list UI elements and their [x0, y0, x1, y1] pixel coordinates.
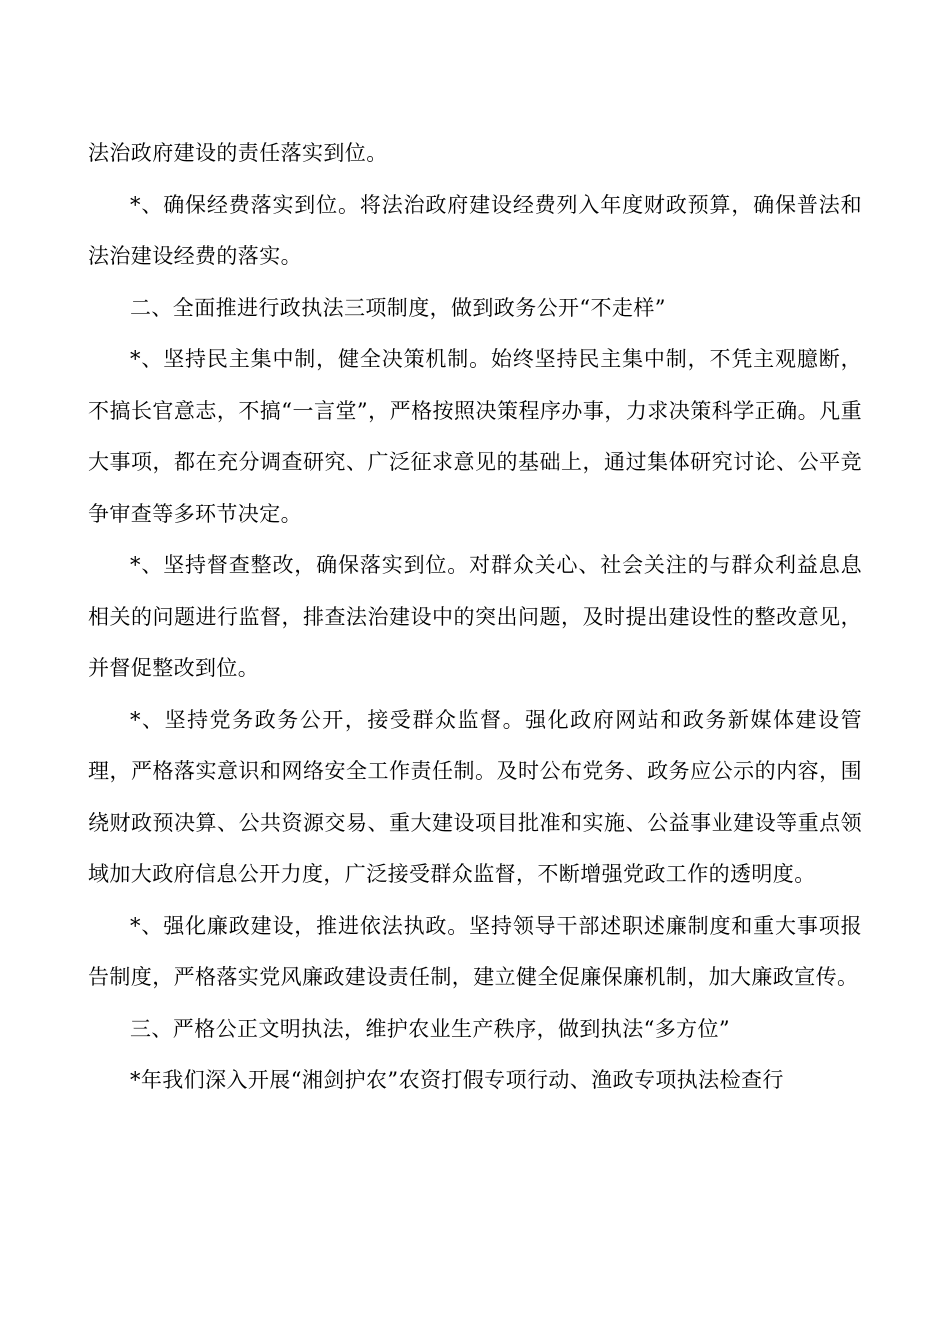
paragraph-integrity: *、强化廉政建设，推进依法执政。坚持领导干部述职述廉制度和重大事项报告制度，严格落实党风廉政建设责任制，建立健全促廉保廉机制，加大廉政宣传。	[88, 913, 862, 989]
document-body	[88, 128, 862, 1107]
paragraph-funding: *、确保经费落实到位。将法治政府建设经费列入年度财政预算，确保普法和法治建设经费的落实。	[88, 192, 862, 268]
paragraph-openness: *、坚持党务政务公开，接受群众监督。强化政府网站和政务新媒体建设管理，严格落实意识和网络安全工作责任制。及时公布党务、政务应公示的内容，围绕财政预决算、公共资源交易、重大建设项目批准和实施、公益事业建设等重点领域加大政府信息公开力度，广泛接受群众监督，不断增强党政工作的透明度。	[88, 707, 862, 886]
paragraph-enforcement: *年我们深入开展“湘剑护农”农资打假专项行动、渔政专项执法检查行	[130, 1068, 784, 1092]
paragraph-supervision: *、坚持督查整改，确保落实到位。对群众关心、社会关注的与群众利益息息相关的问题进行监督，排查法治建设中的突出问题，及时提出建设性的整改意见，并督促整改到位。	[88, 553, 862, 680]
paragraph-democratic-centralism: *、坚持民主集中制，健全决策机制。始终坚持民主集中制，不凭主观臆断，不搞长官意志，不搞“一言堂”，严格按照决策程序办事，力求决策科学正确。凡重大事项，都在充分调查研究、广泛征求意见的基础上，通过集体研究讨论、公平竞争审查等多环节决定。	[88, 347, 862, 526]
section-heading-2: 二、全面推进行政执法三项制度，做到政务公开“不走样”	[130, 295, 666, 320]
paragraph-continuation: 法治政府建设的责任落实到位。	[88, 141, 388, 165]
section-heading-3: 三、严格公正文明执法，维护农业生产秩序，做到执法“多方位”	[130, 1016, 731, 1041]
